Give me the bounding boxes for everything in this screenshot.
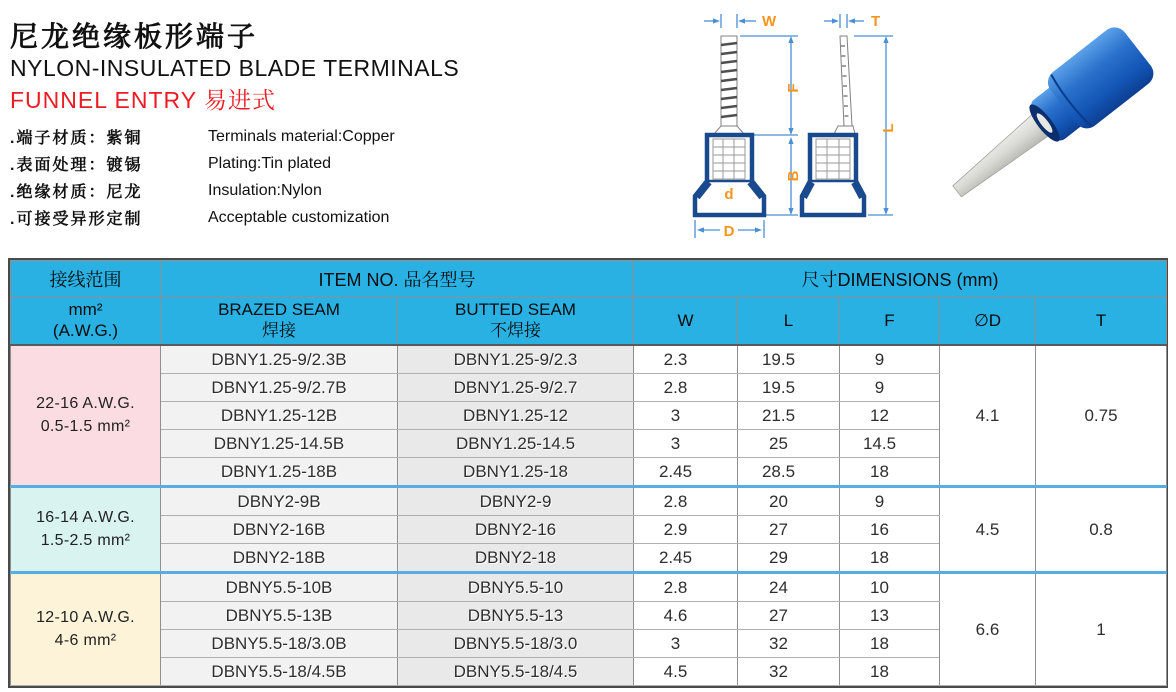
- table-row: [11, 487, 1167, 516]
- item-no-brazed-cell: DBNY1.25-9/2.3B: [161, 345, 398, 374]
- item-no-brazed-cell: DBNY1.25-9/2.7B: [161, 374, 398, 402]
- dim-l-cell: 32: [738, 658, 840, 686]
- dim-f-cell: 18: [840, 658, 940, 686]
- spec-label-en: Acceptable customization: [208, 208, 390, 226]
- dim-w-cell: 2.8: [634, 573, 738, 602]
- dim-diameter-cell: 6.6: [940, 573, 1036, 686]
- dim-diameter-cell: 4.5: [940, 487, 1036, 573]
- col-header-item-no: ITEM NO. 品名型号: [161, 261, 634, 298]
- item-no-brazed-cell: DBNY5.5-13B: [161, 602, 398, 630]
- table-row: [11, 345, 1167, 374]
- butted-seam-label-zh: 不焊接: [490, 321, 541, 340]
- side-view-terminal: [802, 36, 864, 215]
- dim-f-cell: 14.5: [840, 430, 940, 458]
- dim-l-cell: 32: [738, 630, 840, 658]
- item-no-butted-cell: DBNY2-18: [398, 544, 634, 573]
- dim-l-cell: 19.5: [738, 345, 840, 374]
- butted-seam-label: BUTTED SEAM: [455, 300, 576, 320]
- dim-w-cell: 4.5: [634, 658, 738, 686]
- dim-label-d-outer: D: [723, 223, 735, 240]
- item-no-butted-cell: DBNY5.5-18/4.5: [398, 658, 634, 686]
- item-no-butted-cell: DBNY1.25-9/2.3: [398, 345, 634, 374]
- page-title-zh: 尼龙绝缘板形端子: [10, 21, 259, 52]
- item-no-butted-cell: DBNY1.25-18: [398, 458, 634, 487]
- spec-label-en: Plating:Tin plated: [208, 154, 332, 172]
- item-no-butted-cell: DBNY5.5-13: [398, 602, 634, 630]
- dim-w-cell: 3: [634, 430, 738, 458]
- wire-range-mm2: 4-6 mm²: [54, 631, 117, 649]
- col-subheader-t: T: [1036, 298, 1167, 346]
- spec-table-grid: [10, 260, 1167, 686]
- dim-l-cell: 20: [738, 487, 840, 516]
- spec-row: [10, 123, 630, 150]
- col-subheader-w: W: [634, 298, 738, 346]
- dim-f-cell: 12: [840, 402, 940, 430]
- page-title-en: NYLON-INSULATED BLADE TERMINALS: [10, 55, 460, 81]
- dim-w-cell: 3: [634, 630, 738, 658]
- dim-label-t: T: [871, 13, 881, 30]
- dim-label-f: F: [785, 83, 802, 93]
- terminal-photo-group: [936, 22, 1159, 217]
- dim-l-cell: 29: [738, 544, 840, 573]
- dim-f-cell: 16: [840, 516, 940, 544]
- item-no-brazed-cell: DBNY1.25-18B: [161, 458, 398, 487]
- dim-w-cell: 2.9: [634, 516, 738, 544]
- item-no-brazed-cell: DBNY2-16B: [161, 516, 398, 544]
- item-no-brazed-cell: DBNY1.25-12B: [161, 402, 398, 430]
- entry-type-label: FUNNEL ENTRY 易进式: [10, 87, 277, 113]
- item-no-brazed-cell: DBNY1.25-14.5B: [161, 430, 398, 458]
- spec-label-zh: .可接受异形定制: [10, 211, 143, 228]
- item-no-butted-cell: DBNY1.25-9/2.7: [398, 374, 634, 402]
- spec-row: [10, 204, 630, 231]
- dim-w-cell: 2.3: [634, 345, 738, 374]
- col-subheader-diameter: ∅D: [940, 298, 1036, 346]
- spec-label-zh: .表面处理：镀锡: [10, 157, 143, 174]
- dim-f-cell: 9: [840, 345, 940, 374]
- dim-f-cell: 18: [840, 458, 940, 487]
- dim-thickness-cell: 0.8: [1036, 487, 1167, 573]
- dim-l-cell: 19.5: [738, 374, 840, 402]
- item-no-butted-cell: DBNY1.25-14.5: [398, 430, 634, 458]
- item-no-butted-cell: DBNY1.25-12: [398, 402, 634, 430]
- spec-row: [10, 150, 630, 177]
- dim-label-w: W: [762, 13, 777, 30]
- wire-range-cell: [11, 573, 161, 686]
- dim-l-cell: 27: [738, 602, 840, 630]
- dim-thickness-cell: 1: [1036, 573, 1167, 686]
- dim-f-cell: 10: [840, 573, 940, 602]
- dim-f-cell: 9: [840, 374, 940, 402]
- wire-range-cell: [11, 487, 161, 573]
- spec-table: [8, 258, 1168, 688]
- col-subheader-mm2-awg: [11, 298, 161, 346]
- dim-l-cell: 28.5: [738, 458, 840, 487]
- product-info-block: [10, 20, 630, 231]
- col-subheader-l: L: [738, 298, 840, 346]
- item-no-butted-cell: DBNY5.5-18/3.0: [398, 630, 634, 658]
- dim-w-cell: 2.8: [634, 487, 738, 516]
- dim-label-d-inner: d: [724, 186, 734, 203]
- col-header-dimensions: 尺寸DIMENSIONS (mm): [634, 261, 1167, 298]
- col-subheader-butted-seam: [398, 298, 634, 346]
- item-no-brazed-cell: DBNY2-9B: [161, 487, 398, 516]
- spec-label-zh: .端子材质：紫铜: [10, 130, 143, 147]
- spec-label-en: Terminals material:Copper: [208, 127, 395, 145]
- dim-label-l: L: [880, 123, 897, 133]
- spec-list: [10, 123, 630, 231]
- brazed-seam-label-zh: 焊接: [262, 321, 296, 340]
- wire-range-mm2: 0.5-1.5 mm²: [40, 417, 131, 435]
- dim-l-cell: 25: [738, 430, 840, 458]
- spec-label-en: Insulation:Nylon: [208, 181, 322, 199]
- dim-w-cell: 2.45: [634, 544, 738, 573]
- spec-label-zh: .绝缘材质：尼龙: [10, 184, 143, 201]
- dim-l-cell: 27: [738, 516, 840, 544]
- dim-f-cell: 9: [840, 487, 940, 516]
- dim-f-cell: 18: [840, 630, 940, 658]
- dimension-diagram: [686, 8, 928, 245]
- dim-l-cell: 21.5: [738, 402, 840, 430]
- table-row: [11, 573, 1167, 602]
- dim-w-cell: 4.6: [634, 602, 738, 630]
- product-photo: [935, 18, 1175, 233]
- wire-range-mm2: 1.5-2.5 mm²: [40, 531, 131, 549]
- wire-range-cell: [11, 345, 161, 487]
- dim-diameter-cell: 4.1: [940, 345, 1036, 487]
- dim-w-cell: 3: [634, 402, 738, 430]
- col-subheader-brazed-seam: [161, 298, 398, 346]
- dim-l-cell: 24: [738, 573, 840, 602]
- dim-f-cell: 13: [840, 602, 940, 630]
- item-no-brazed-cell: DBNY2-18B: [161, 544, 398, 573]
- spec-row: [10, 177, 630, 204]
- dim-f-cell: 18: [840, 544, 940, 573]
- item-no-butted-cell: DBNY2-9: [398, 487, 634, 516]
- item-no-butted-cell: DBNY5.5-10: [398, 573, 634, 602]
- awg-label: (A.W.G.): [52, 321, 119, 340]
- wire-range-awg: 22-16 A.W.G.: [36, 395, 135, 413]
- wire-range-awg: 16-14 A.W.G.: [36, 509, 135, 527]
- item-no-butted-cell: DBNY2-16: [398, 516, 634, 544]
- item-no-brazed-cell: DBNY5.5-10B: [161, 573, 398, 602]
- col-header-wire-range: 接线范围: [11, 261, 161, 298]
- dim-thickness-cell: 0.75: [1036, 345, 1167, 487]
- dim-label-b: B: [785, 170, 802, 182]
- item-no-brazed-cell: DBNY5.5-18/4.5B: [161, 658, 398, 686]
- item-no-brazed-cell: DBNY5.5-18/3.0B: [161, 630, 398, 658]
- mm2-label: mm²: [68, 300, 103, 320]
- dim-w-cell: 2.45: [634, 458, 738, 487]
- col-subheader-f: F: [840, 298, 940, 346]
- wire-range-awg: 12-10 A.W.G.: [36, 609, 135, 627]
- dim-w-cell: 2.8: [634, 374, 738, 402]
- brazed-seam-label: BRAZED SEAM: [218, 300, 340, 320]
